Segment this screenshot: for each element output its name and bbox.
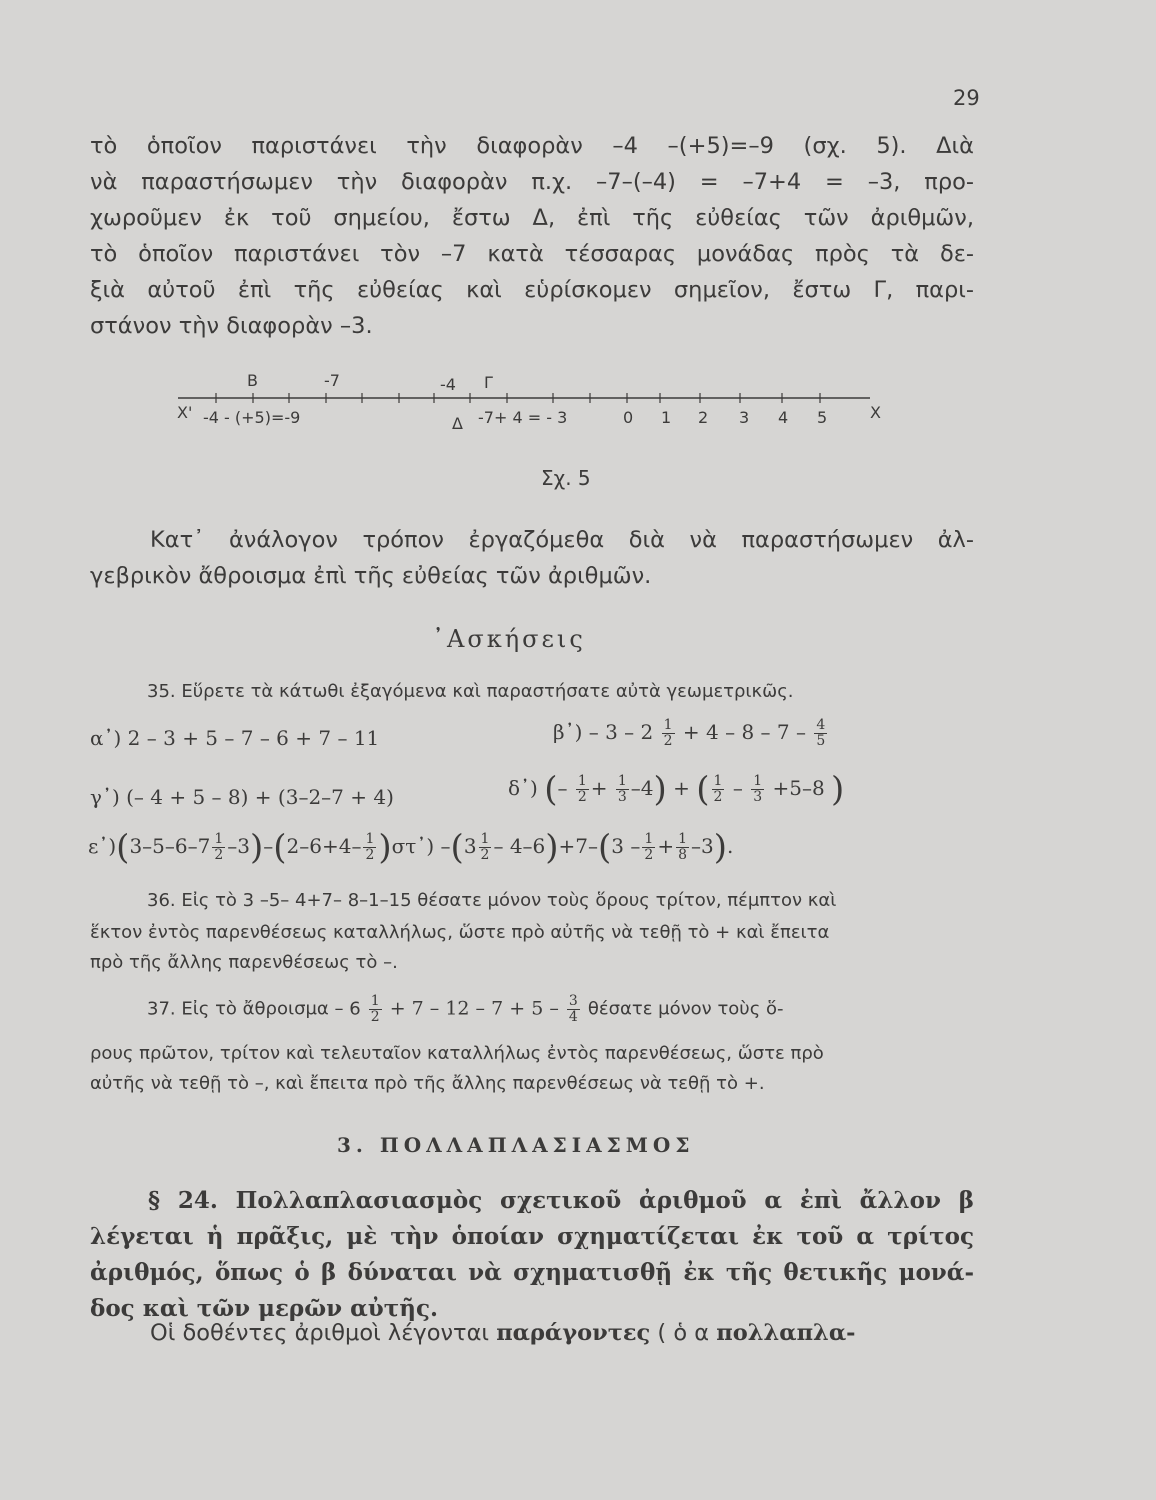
label-left-expr: -4 - (+5)=-9 (203, 408, 301, 427)
last-line: Οἱ δοθέντες ἀριθμοὶ λέγονται παράγοντες ( ὁ α πολλαπλα- (150, 1320, 856, 1346)
figure-caption: Σχ. 5 (541, 466, 591, 490)
exercise-36-line3: πρὸ τῆς ἄλλης παρενθέσεως τὸ –. (90, 952, 398, 973)
exercise-37-line1: 37. Εἰς τὸ ἄθροισμα – 6 $\frac{1}{2}$ + 7 – 12 – 7 + 5 – $\frac{3}{4}$ θέσατε μόνον τοὺς ὅ- (147, 993, 784, 1025)
text-line: νὰ παραστήσωμεν τὴν διαφορὰν π.χ. –7–(–4) = –7+4 = –3, προ- (90, 169, 974, 195)
exercise-35-g: γ᾽) (– 4 + 5 – 8) + (3–2–7 + 4) (90, 785, 394, 809)
text-line: λέγεται ἡ πρᾶξις, μὲ τὴν ὁποίαν σχηματίζεται ἐκ τοῦ α τρίτος (90, 1223, 974, 1250)
definition-paragraph (90, 1183, 974, 1327)
text-line: στάνον τὴν διαφορὰν –3. (90, 313, 373, 339)
exercise-35-text: 35. Εὕρετε τὰ κάτωθι ἐξαγόμενα καὶ παραστήσατε αὐτὰ γεωμετρικῶς. (147, 681, 794, 702)
second-paragraph (90, 522, 974, 594)
tick-label-1: 1 (661, 408, 672, 427)
page-number: 29 (953, 86, 980, 110)
text-line: § 24. Πολλαπλασιασμὸς σχετικοῦ ἀριθμοῦ α ἐπὶ ἄλλον β (148, 1187, 974, 1214)
text-line: Κατ᾽ ἀνάλογον τρόπον ἐργαζόμεθα διὰ νὰ παραστήσωμεν ἀλ- (150, 527, 974, 553)
tick-label-5: 5 (817, 408, 828, 427)
text-line: τὸ ὁποῖον παριστάνει τὸν –7 κατὰ τέσσαρας μονάδας πρὸς τὰ δε- (90, 241, 974, 267)
label-mid-expr: -7+ 4 = - 3 (478, 408, 568, 427)
text-line: γεβρικὸν ἄθροισμα ἐπὶ τῆς εὐθείας τῶν ἀριθμῶν. (90, 563, 652, 589)
label-minus7: -7 (324, 371, 340, 390)
exercises-heading: ᾽Ασκήσεις (432, 625, 586, 653)
exercise-35-e-st: ε᾽)(3–5–6–7 $\frac{1}{2}$ –3)–(2–6+4– $\frac{1}{2}$ )στ᾽) –(3 $\frac{1}{2}$ – 4–6)+7–(3 – $\frac{1}{2}$ + $\frac{1}{8}$ –3). (88, 827, 734, 868)
exercise-35-b: β᾽) – 3 – 2 $\frac{1}{2}$ + 4 – 8 – 7 – $\frac{4}{5}$ (553, 717, 826, 749)
tick-label-2: 2 (698, 408, 709, 427)
exercise-36-line2: ἕκτον ἐντὸς παρενθέσεως καταλλήλως, ὥστε πρὸ αὐτῆς νὰ τεθῇ τὸ + καὶ ἔπειτα (90, 922, 830, 943)
label-delta: Δ (452, 414, 463, 433)
exercise-36-line1: 36. Εἰς τὸ 3 –5– 4+7– 8–1–15 θέσατε μόνον τοὺς ὅρους τρίτον, πέμπτον καὶ (147, 890, 837, 911)
text-line: ἀριθμός, ὅπως ὁ β δύναται νὰ σχηματισθῇ ἐκ τῆς θετικῆς μονά- (90, 1259, 974, 1286)
label-minus4: -4 (440, 375, 456, 394)
text-line: ξιὰ αὐτοῦ ἐπὶ τῆς εὐθείας καὶ εὑρίσκομεν σημεῖον, ἔστω Γ, παρι- (90, 277, 974, 303)
tick-label-4: 4 (778, 408, 789, 427)
tick-label-3: 3 (739, 408, 750, 427)
label-gamma: Γ (484, 373, 493, 392)
text-line: δος καὶ τῶν μερῶν αὐτῆς. (90, 1295, 438, 1322)
exercise-37-line3: αὐτῆς νὰ τεθῇ τὸ –, καὶ ἔπειτα πρὸ τῆς ἄλλης παρενθέσεως νὰ τεθῇ τὸ +. (90, 1073, 765, 1094)
exercise-35-a: α᾽) 2 – 3 + 5 – 7 – 6 + 7 – 11 (90, 726, 380, 750)
section-title: 3. ΠΟΛΛΑΠΛΑΣΙΑΣΜΟΣ (337, 1133, 695, 1157)
label-x-right: X (870, 403, 881, 422)
number-line-figure (0, 0, 1156, 460)
exercise-35-d: δ᾽) (– $\frac{1}{2}$ + $\frac{1}{3}$ –4) + ( $\frac{1}{2}$ – $\frac{1}{3}$ +5–8 ) (508, 769, 845, 810)
text-line: τὸ ὁποῖον παριστάνει τὴν διαφορὰν –4 –(+5)=–9 (σχ. 5). Διὰ (90, 133, 974, 159)
label-b: B (247, 371, 258, 390)
label-x-left: X' (177, 403, 193, 422)
text-line: χωροῦμεν ἐκ τοῦ σημείου, ἔστω Δ, ἐπὶ τῆς εὐθείας τῶν ἀριθμῶν, (90, 205, 974, 231)
tick-label-0: 0 (623, 408, 634, 427)
exercise-37-line2: ρους πρῶτον, τρίτον καὶ τελευταῖον καταλλήλως ἐντὸς παρενθέσεως, ὥστε πρὸ (90, 1043, 824, 1064)
